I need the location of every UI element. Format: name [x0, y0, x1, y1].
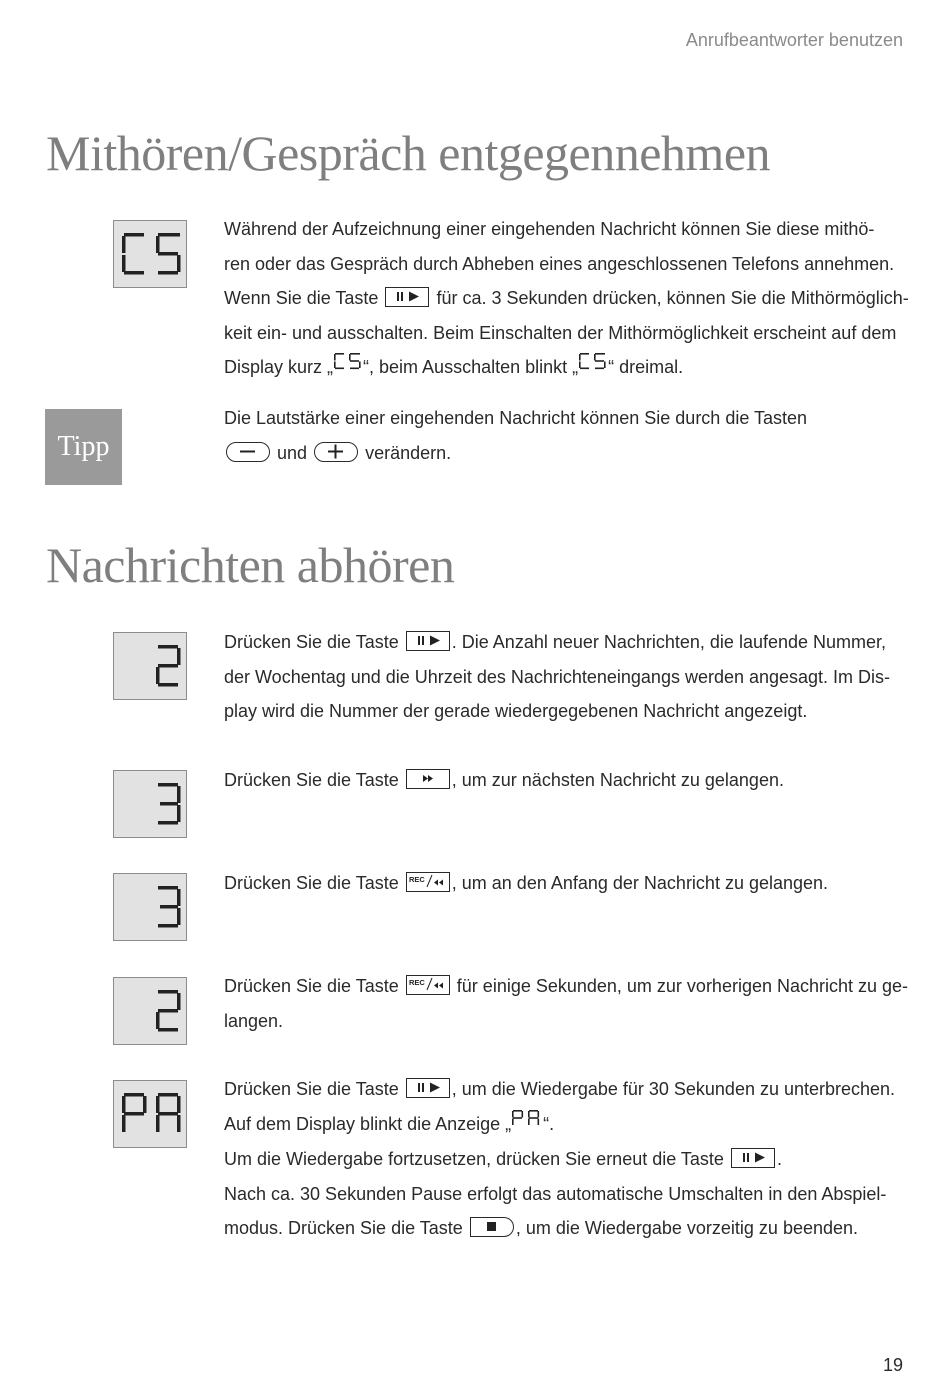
step5-paragraph — [224, 1072, 914, 1246]
plus-icon — [315, 443, 356, 460]
step3-paragraph — [224, 866, 914, 901]
text-fragment: , um die Wiedergabe für 30 Sekunden zu unterbrechen. — [451, 1079, 896, 1099]
text-fragment: “. — [543, 1113, 555, 1134]
text-line — [224, 1072, 914, 1107]
tip-paragraph — [224, 401, 914, 470]
inline-pa-glyph — [511, 1105, 543, 1140]
rec-rewind-icon — [407, 873, 448, 890]
text-fragment: Drücken Sie die Taste — [224, 976, 399, 996]
plus-key — [314, 442, 358, 462]
text-fragment: Um die Wiedergabe fortzusetzen, drücken Sie erneut die Taste — [224, 1149, 724, 1169]
text-fragment: , um zur nächsten Nachricht zu gelangen. — [451, 770, 784, 790]
text-line: keit ein- und ausschalten. Beim Einschalten der Mithörmöglichkeit erscheint auf dem — [224, 322, 897, 343]
minus-key — [226, 442, 270, 462]
text-line — [224, 763, 914, 798]
rec-rewind-icon — [407, 976, 448, 993]
text-fragment: Drücken Sie die Taste — [224, 873, 399, 893]
text-fragment: und — [277, 442, 308, 463]
text-line: Die Lautstärke einer eingehenden Nachricht können Sie durch die Tasten — [224, 408, 808, 428]
text-line: Während der Aufzeichnung einer eingehenden Nachricht können Sie diese mithö- — [224, 219, 875, 239]
text-fragment: . Die Anzahl neuer Nachrichten, die laufende Nummer, — [451, 632, 887, 652]
text-fragment: Wenn Sie die Taste — [224, 288, 379, 308]
step2-paragraph — [224, 763, 914, 798]
lcd-display-3 — [113, 770, 187, 838]
play-pause-key — [406, 1078, 450, 1098]
text-line — [224, 1107, 914, 1143]
text-fragment: Drücken Sie die Taste — [224, 1079, 399, 1099]
text-line — [224, 866, 914, 901]
lcd-display-2 — [113, 632, 187, 700]
play-pause-key — [406, 631, 450, 651]
text-fragment: Drücken Sie die Taste — [224, 632, 399, 652]
skip-forward-key — [406, 769, 450, 789]
page-number: 19 — [882, 1355, 903, 1375]
text-line: der Wochentag und die Uhrzeit des Nachrichteneingangs werden angesagt. Im Dis- — [224, 666, 891, 687]
text-line: langen. — [224, 1010, 284, 1031]
text-line — [224, 1142, 914, 1177]
play-pause-icon — [407, 632, 448, 649]
text-line — [224, 281, 914, 316]
step4-paragraph — [224, 969, 914, 1038]
running-header: Anrufbeantworter benutzen — [685, 30, 903, 50]
stop-icon — [471, 1218, 512, 1235]
section-title-nachrichten: Nachrichten abhören — [46, 537, 455, 593]
text-line — [224, 1211, 914, 1246]
text-fragment: Auf dem Display blinkt die Anzeige „ — [224, 1113, 512, 1134]
text-fragment: verändern. — [365, 442, 452, 463]
lcd-display-cs — [113, 220, 187, 288]
text-fragment: , um an den Anfang der Nachricht zu gelangen. — [451, 873, 829, 893]
step1-paragraph — [224, 625, 914, 729]
lcd-display-3 — [113, 873, 187, 941]
text-line: ren oder das Gespräch durch Abheben eines angeschlossenen Telefons annehmen. — [224, 253, 895, 274]
text-fragment: für einige Sekunden, um zur vorherigen Nachricht zu ge- — [456, 976, 909, 996]
inline-cs-glyph — [333, 348, 363, 383]
play-pause-key — [385, 287, 429, 307]
text-line: Nach ca. 30 Sekunden Pause erfolgt das automatische Umschalten in den Abspiel- — [224, 1183, 887, 1204]
rec-rewind-key — [406, 975, 450, 995]
rec-label: REC — [408, 978, 425, 988]
rec-rewind-key — [406, 872, 450, 892]
tip-badge: Tipp — [45, 409, 122, 485]
text-line: play wird die Nummer der gerade wiedergegebenen Nachricht angezeigt. — [224, 701, 808, 721]
text-fragment: Display kurz „ — [224, 357, 334, 377]
text-fragment: , um die Wiedergabe vorzeitig zu beenden. — [515, 1218, 859, 1238]
minus-icon — [227, 443, 268, 460]
text-fragment: . — [776, 1149, 782, 1169]
text-fragment: Drücken Sie die Taste — [224, 770, 399, 790]
rec-label: REC — [408, 875, 425, 885]
text-line — [224, 625, 914, 660]
text-fragment: “, beim Ausschalten blinkt „ — [363, 357, 579, 377]
lcd-display-pa — [113, 1080, 187, 1148]
play-pause-icon — [386, 288, 427, 305]
stop-key — [470, 1217, 514, 1237]
section1-paragraph — [224, 212, 914, 386]
text-line — [224, 969, 914, 1004]
text-line — [224, 350, 914, 386]
inline-cs-glyph — [578, 348, 608, 383]
lcd-display-2 — [113, 977, 187, 1045]
play-pause-key — [731, 1148, 775, 1168]
text-line — [224, 436, 914, 471]
text-fragment: modus. Drücken Sie die Taste — [224, 1218, 463, 1238]
skip-forward-icon — [407, 770, 448, 787]
play-pause-icon — [732, 1149, 773, 1166]
play-pause-icon — [407, 1079, 448, 1096]
section-title-mithoeren: Mithören/Gespräch entgegennehmen — [46, 125, 771, 181]
text-fragment: für ca. 3 Sekunden drücken, können Sie die Mithörmöglich- — [436, 288, 909, 308]
text-fragment: “ dreimal. — [608, 357, 684, 377]
